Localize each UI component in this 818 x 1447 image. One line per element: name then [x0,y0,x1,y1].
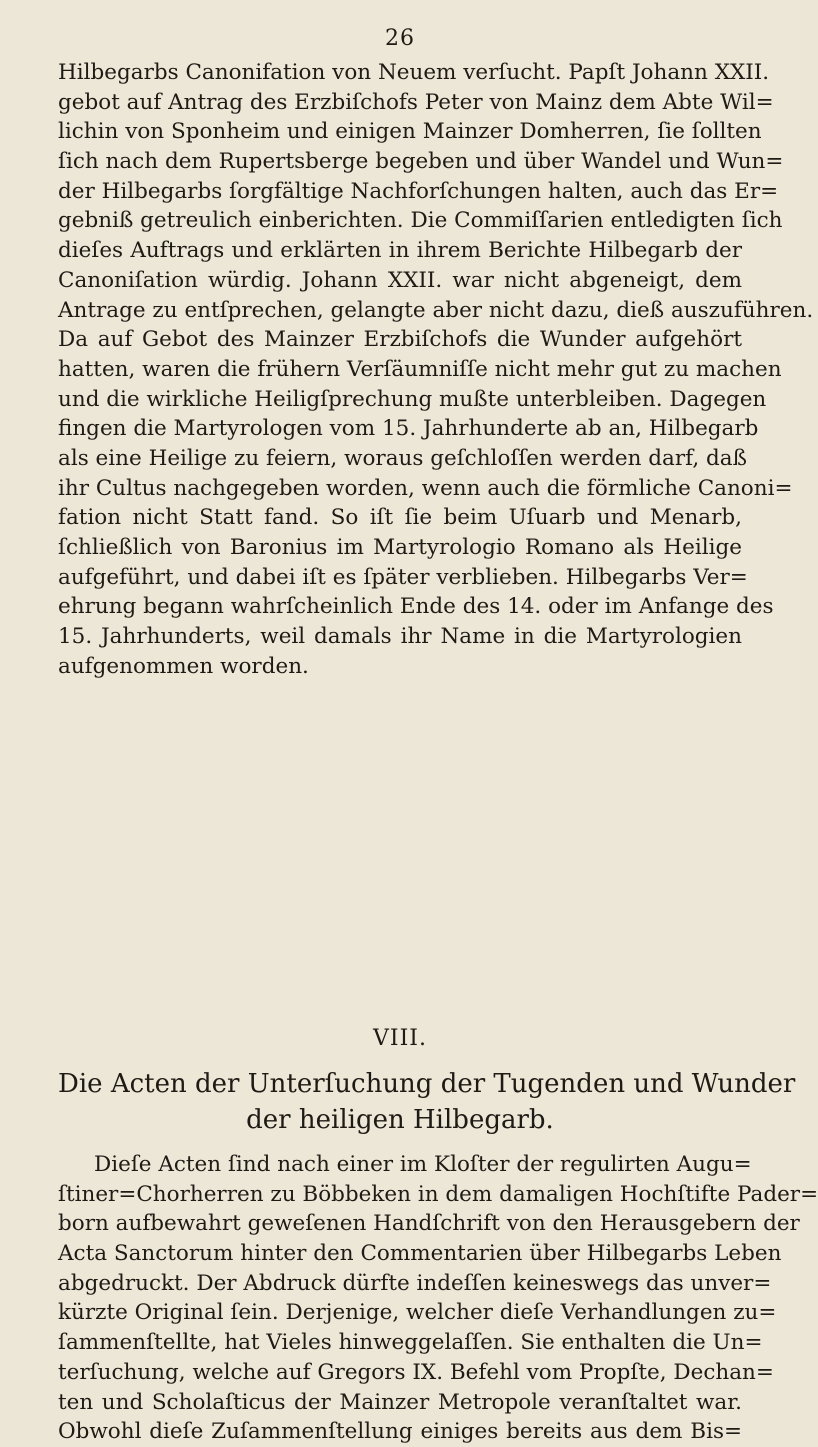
text-line: fation nicht Statt fand. So iſt ſie beim Uſuarb und Menarb, [58,505,742,531]
text-line: der Hilbegarbs ſorgfältige Nachforſchungen halten, auch das Er= [58,178,779,204]
text-line: ten und Scholaſticus der Mainzer Metropole veranſtaltet war. [58,1389,742,1415]
text-line: ſich nach dem Rupertsberge begeben und über Wandel und Wun= [58,149,784,175]
text-line: aufgenommen worden. [58,653,309,679]
page-number: 26 [385,26,415,51]
text-line: ſtiner=Chorherren zu Böbbeken in dem damaligen Hochſtifte Pader= [58,1181,818,1207]
paragraph-1 [58,58,814,681]
text-line: hatten, waren die frühern Verſäumniſſe nicht mehr gut zu machen [58,356,782,382]
paragraph-2 [58,1150,818,1447]
text-line: 15. Jahrhunderts, weil damals ihr Name in die Martyrologien [58,624,742,650]
heading-line: Die Acten der Unterſuchung der Tugenden und Wunder [58,1069,796,1099]
text-line: Da auf Gebot des Mainzer Erzbiſchofs die Wunder aufgehört [58,327,742,353]
text-line: als eine Heilige zu feiern, woraus geſchloſſen werden darf, daß [58,445,747,471]
text-line: Canoniſation würdig. Johann XXII. war nicht abgeneigt, dem [58,267,742,293]
text-line: Hilbegarbs Canonifation von Neuem verſucht. Papſt Johann XXII. [58,60,770,85]
text-line: Obwohl dieſe Zuſammenſtellung einiges bereits aus dem Bis= [58,1419,742,1445]
text-line: gebniß getreulich einberichten. Die Commiſſarien entledigten ſich [58,208,783,234]
text-line: gebot auf Antrag des Erzbiſchofs Peter von Mainz dem Abte Wil= [58,89,774,115]
text-line: Acta Sanctorum hinter den Commentarien über Hilbegarbs Leben [58,1241,782,1267]
text-line: fingen die Martyrologen vom 15. Jahrhunderte ab an, Hilbegarb [58,416,759,442]
text-line: ſchließlich von Baronius im Martyrologio Romano als Heilige [58,535,742,560]
text-line: Antrage zu entſprechen, gelangte aber nicht dazu, dieß auszuführen. [58,297,814,323]
text-line: ehrung begann wahrſcheinlich Ende des 14. oder im Anfange des [58,594,774,620]
section-number: VIII. [373,1026,427,1051]
text-line: und die wirkliche Heiligſprechung mußte unterbleiben. Dagegen [58,386,767,412]
text-line: ihr Cultus nachgegeben worden, wenn auch die förmliche Canoni= [58,475,793,501]
text-line: terſuchung, welche auf Gregors IX. Befehl vom Propſte, Dechan= [58,1359,774,1385]
text-line: Dieſe Acten ſind nach einer im Kloſter der regulirten Augu= [94,1152,752,1177]
section-heading [58,1066,796,1138]
text-line: ſammenſtellte, hat Vieles hinweggelaſſen. Sie enthalten die Un= [58,1330,763,1356]
text-line: abgedruckt. Der Abdruck dürfte indeſſen keineswegs das unver= [58,1270,772,1296]
text-line: kürzte Original ſein. Derjenige, welcher dieſe Verhandlungen zu= [58,1300,777,1326]
text-line: born aufbewahrt geweſenen Handſchrift von den Herausgebern der [58,1211,800,1237]
text-line: dieſes Auftrags und erklärten in ihrem Berichte Hilbegarb der [58,238,742,264]
text-line: lichin von Sponheim und einigen Mainzer Domherren, ſie ſollten [58,119,762,145]
heading-line: der heiligen Hilbegarb. [246,1105,554,1135]
text-line: aufgeführt, und dabei iſt es ſpäter verblieben. Hilbegarbs Ver= [58,564,748,590]
